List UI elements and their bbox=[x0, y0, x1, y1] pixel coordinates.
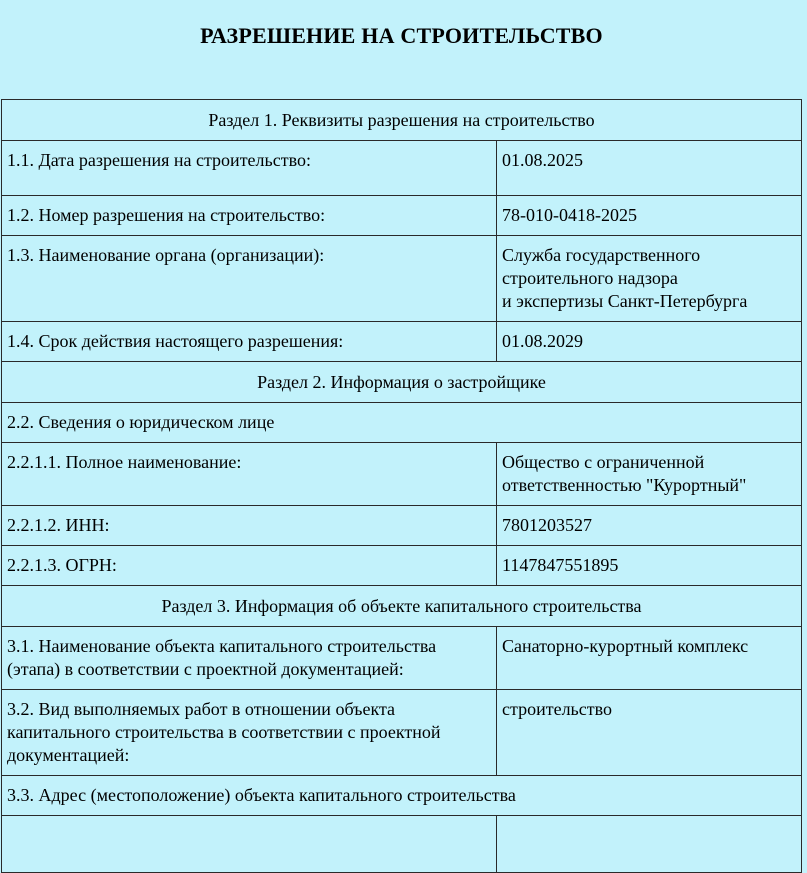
field-value-issuing-authority: Служба государственного строительного надзора и экспертизы Санкт-Петербурга bbox=[497, 236, 802, 322]
table-row bbox=[2, 690, 802, 776]
section-2-header: Раздел 2. Информация о застройщике bbox=[2, 362, 802, 403]
subsection-row bbox=[2, 776, 802, 816]
section-1-header: Раздел 1. Реквизиты разрешения на строительство bbox=[2, 100, 802, 141]
field-value-full-name: Общество с ограниченной ответственностью "Курортный" bbox=[497, 443, 802, 506]
table-row bbox=[2, 627, 802, 690]
field-value-address-cut bbox=[497, 816, 802, 873]
subsection-object-address: 3.3. Адрес (местоположение) объекта капитального строительства bbox=[2, 776, 802, 816]
field-label-ogrn: 2.2.1.3. ОГРН: bbox=[2, 546, 497, 586]
field-value-object-name: Санаторно-курортный комплекс bbox=[497, 627, 802, 690]
field-value-validity-term: 01.08.2029 bbox=[497, 322, 802, 362]
field-label-address-cut bbox=[2, 816, 497, 873]
table-row bbox=[2, 322, 802, 362]
field-label-full-name: 2.2.1.1. Полное наименование: bbox=[2, 443, 497, 506]
field-value-inn: 7801203527 bbox=[497, 506, 802, 546]
field-label-object-name: 3.1. Наименование объекта капитального строительства (этапа) в соответствии с проектной документацией: bbox=[2, 627, 497, 690]
permit-table bbox=[1, 99, 802, 873]
table-row bbox=[2, 196, 802, 236]
section-header-row bbox=[2, 586, 802, 627]
table-row bbox=[2, 443, 802, 506]
section-header-row bbox=[2, 100, 802, 141]
field-label-work-type: 3.2. Вид выполняемых работ в отношении объекта капитального строительства в соответствии с проектной документацией: bbox=[2, 690, 497, 776]
field-value-ogrn: 1147847551895 bbox=[497, 546, 802, 586]
field-value-permit-date: 01.08.2025 bbox=[497, 141, 802, 196]
field-value-work-type: строительство bbox=[497, 690, 802, 776]
table-row bbox=[2, 141, 802, 196]
field-value-permit-number: 78-010-0418-2025 bbox=[497, 196, 802, 236]
table-row bbox=[2, 816, 802, 873]
section-3-header: Раздел 3. Информация об объекте капитального строительства bbox=[2, 586, 802, 627]
field-label-inn: 2.2.1.2. ИНН: bbox=[2, 506, 497, 546]
subsection-legal-entity: 2.2. Сведения о юридическом лице bbox=[2, 403, 802, 443]
table-row bbox=[2, 546, 802, 586]
document-title: РАЗРЕШЕНИЕ НА СТРОИТЕЛЬСТВО bbox=[200, 23, 603, 48]
table-row bbox=[2, 506, 802, 546]
section-header-row bbox=[2, 362, 802, 403]
field-label-permit-number: 1.2. Номер разрешения на строительство: bbox=[2, 196, 497, 236]
subsection-row bbox=[2, 403, 802, 443]
table-row bbox=[2, 236, 802, 322]
field-label-validity-term: 1.4. Срок действия настоящего разрешения: bbox=[2, 322, 497, 362]
field-label-permit-date: 1.1. Дата разрешения на строительство: bbox=[2, 141, 497, 196]
field-label-issuing-authority: 1.3. Наименование органа (организации): bbox=[2, 236, 497, 322]
